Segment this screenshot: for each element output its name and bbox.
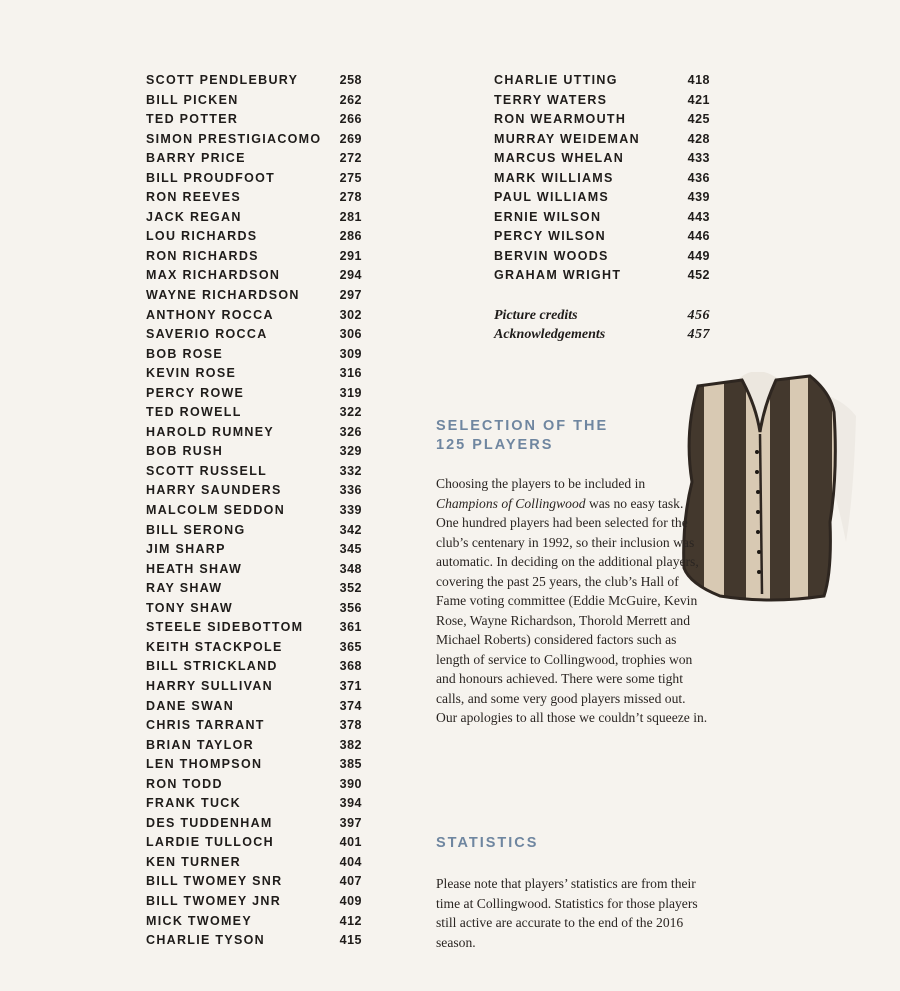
entry-page-number: 433 — [687, 151, 710, 166]
entry-page-number: 436 — [687, 170, 710, 185]
index-entry — [146, 247, 362, 267]
index-entry — [494, 325, 710, 345]
index-entry — [494, 266, 710, 286]
index-entry — [146, 286, 362, 306]
entry-name: ERNIE WILSON — [494, 209, 602, 224]
index-entry — [146, 521, 362, 541]
index-entry — [494, 169, 710, 189]
index-entry — [146, 149, 362, 169]
entry-name: TONY SHAW — [146, 600, 233, 615]
entry-page-number: 262 — [339, 92, 362, 107]
entry-page-number: 449 — [687, 248, 710, 263]
entry-name: PAUL WILLIAMS — [494, 190, 610, 205]
index-entry — [146, 501, 362, 521]
entry-page-number: 415 — [339, 933, 362, 948]
index-column-right — [494, 71, 710, 345]
index-entry — [146, 227, 362, 247]
index-entry — [146, 931, 362, 951]
entry-page-number: 278 — [339, 190, 362, 205]
entry-name: CHARLIE UTTING — [494, 73, 618, 87]
entry-name: BOB RUSH — [146, 444, 224, 459]
entry-name: GRAHAM WRIGHT — [494, 268, 622, 283]
entry-name: HARRY SAUNDERS — [146, 483, 282, 498]
selection-heading — [436, 417, 608, 455]
entry-name: STEELE SIDEBOTTOM — [146, 620, 304, 635]
index-entry — [494, 188, 710, 208]
entry-page-number: 258 — [339, 73, 362, 87]
entry-page-number: 322 — [339, 405, 362, 420]
entry-name: HAROLD RUMNEY — [146, 424, 275, 439]
entry-name: LEN THOMPSON — [146, 757, 263, 772]
entry-page-number: 457 — [687, 327, 710, 343]
entry-page-number: 361 — [339, 620, 362, 635]
entry-name: CHARLIE TYSON — [146, 933, 265, 948]
entry-name: MARCUS WHELAN — [494, 151, 625, 166]
index-entry — [146, 833, 362, 853]
index-entry — [146, 384, 362, 404]
entry-name: KEN TURNER — [146, 854, 241, 869]
index-entry — [146, 794, 362, 814]
entry-name: CHRIS TARRANT — [146, 718, 265, 733]
entry-name: HEATH SHAW — [146, 561, 243, 576]
entry-page-number: 425 — [687, 112, 710, 127]
entry-name: Picture credits — [494, 307, 578, 323]
entry-page-number: 409 — [339, 893, 362, 908]
index-entry — [146, 130, 362, 150]
entry-name: LOU RICHARDS — [146, 229, 258, 244]
entry-name: SIMON PRESTIGIACOMO — [146, 131, 322, 146]
index-entry — [146, 736, 362, 756]
entry-page-number: 266 — [339, 112, 362, 127]
entry-name: KEITH STACKPOLE — [146, 639, 283, 654]
entry-page-number: 428 — [687, 131, 710, 146]
index-entry — [146, 579, 362, 599]
entry-name: RON TODD — [146, 776, 223, 791]
entry-name: RON REEVES — [146, 190, 241, 205]
index-entry — [494, 208, 710, 228]
entry-name: SCOTT PENDLEBURY — [146, 73, 299, 87]
index-entry — [146, 775, 362, 795]
entry-name: BILL PROUDFOOT — [146, 170, 276, 185]
index-entry — [146, 462, 362, 482]
entry-page-number: 356 — [339, 600, 362, 615]
entry-page-number: 275 — [339, 170, 362, 185]
entry-name: RON WEARMOUTH — [494, 112, 627, 127]
entry-page-number: 439 — [687, 190, 710, 205]
entry-page-number: 306 — [339, 327, 362, 342]
entry-page-number: 286 — [339, 229, 362, 244]
index-entry — [146, 266, 362, 286]
entry-page-number: 407 — [339, 874, 362, 889]
index-entry — [494, 227, 710, 247]
index-entry — [146, 755, 362, 775]
entry-name: DANE SWAN — [146, 698, 235, 713]
index-entry — [494, 149, 710, 169]
index-entry — [146, 853, 362, 873]
index-entry — [146, 91, 362, 111]
entry-page-number: 294 — [339, 268, 362, 283]
entry-page-number: 329 — [339, 444, 362, 459]
entry-name: FRANK TUCK — [146, 796, 241, 811]
entry-page-number: 339 — [339, 503, 362, 518]
entry-page-number: 291 — [339, 248, 362, 263]
entry-name: MALCOLM SEDDON — [146, 503, 286, 518]
index-entry — [146, 345, 362, 365]
entry-name: HARRY SULLIVAN — [146, 678, 274, 693]
entry-name: BILL SERONG — [146, 522, 246, 537]
entry-name: BILL TWOMEY SNR — [146, 874, 283, 889]
index-entry — [146, 188, 362, 208]
entry-page-number: 452 — [687, 268, 710, 283]
entry-name: TED POTTER — [146, 112, 239, 127]
entry-page-number: 443 — [687, 209, 710, 224]
statistics-paragraph: Please note that players’ statistics are from their time at Collingwood. Statistics for those players still active are accurate to the end of the 2016 season. — [436, 876, 698, 950]
index-entry — [146, 442, 362, 462]
entry-page-number: 374 — [339, 698, 362, 713]
entry-page-number: 348 — [339, 561, 362, 576]
entry-page-number: 412 — [339, 913, 362, 928]
index-entry — [494, 91, 710, 111]
entry-page-number: 365 — [339, 639, 362, 654]
entry-name: BARRY PRICE — [146, 151, 246, 166]
entry-page-number: 302 — [339, 307, 362, 322]
entry-page-number: 378 — [339, 718, 362, 733]
entry-page-number: 316 — [339, 366, 362, 381]
entry-page-number: 401 — [339, 835, 362, 850]
index-entry — [146, 716, 362, 736]
selection-heading-line2: 125 PLAYERS — [436, 437, 554, 453]
entry-name: MICK TWOMEY — [146, 913, 252, 928]
entry-page-number: 336 — [339, 483, 362, 498]
entry-name: RAY SHAW — [146, 581, 223, 596]
entry-page-number: 446 — [687, 229, 710, 244]
index-column-left — [146, 71, 362, 951]
selection-text-rest: was no easy task. One hundred players had been selected for the club’s centenary in 1992, so their inclusion was automatic. In deciding on the additional players, covering the past 25 years, the club’s Hall of Fame voting committee (Eddie McGuire, Kevin Rose, Wayne Richardson, Thorold Merrett and Michael Roberts) considered factors such as length of service to Collingwood, trophies won and honours achieved. There were some tight calls, and some very good players missed out. Our apologies to all those we couldn’t squeeze in. — [436, 495, 708, 725]
index-entry — [146, 638, 362, 658]
index-entry — [146, 892, 362, 912]
index-entry — [146, 208, 362, 228]
index-entry — [494, 71, 710, 91]
index-entry — [146, 657, 362, 677]
statistics-heading: STATISTICS — [436, 835, 539, 851]
index-entry — [146, 364, 362, 384]
entry-name: MAX RICHARDSON — [146, 268, 281, 283]
entry-name: JIM SHARP — [146, 542, 226, 557]
entry-name: LARDIE TULLOCH — [146, 835, 274, 850]
entry-name: SCOTT RUSSELL — [146, 463, 268, 478]
entry-page-number: 385 — [339, 757, 362, 772]
entry-page-number: 352 — [339, 581, 362, 596]
entry-name: JACK REGAN — [146, 209, 242, 224]
entry-page-number: 371 — [339, 678, 362, 693]
book-title: Champions of Collingwood — [436, 495, 586, 511]
entry-page-number: 394 — [339, 796, 362, 811]
index-entry — [146, 560, 362, 580]
entry-page-number: 421 — [687, 92, 710, 107]
entry-page-number: 345 — [339, 542, 362, 557]
index-entry — [146, 306, 362, 326]
entry-name: SAVERIO ROCCA — [146, 327, 268, 342]
index-entry — [494, 306, 710, 326]
entry-page-number: 418 — [687, 73, 710, 87]
entry-page-number: 319 — [339, 385, 362, 400]
entry-name: BILL STRICKLAND — [146, 659, 278, 674]
entry-page-number: 309 — [339, 346, 362, 361]
index-entry — [146, 403, 362, 423]
entry-page-number: 368 — [339, 659, 362, 674]
index-entry — [494, 130, 710, 150]
entry-name: ANTHONY ROCCA — [146, 307, 274, 322]
entry-page-number: 297 — [339, 288, 362, 303]
selection-paragraph — [436, 474, 708, 728]
entry-page-number: 404 — [339, 854, 362, 869]
entry-name: TERRY WATERS — [494, 92, 608, 107]
entry-name: Acknowledgements — [494, 327, 606, 343]
index-entry — [146, 110, 362, 130]
index-entry — [146, 423, 362, 443]
entry-name: BRIAN TAYLOR — [146, 737, 254, 752]
selection-text-start: Choosing the players to be included in — [436, 476, 646, 491]
entry-page-number: 342 — [339, 522, 362, 537]
entry-page-number: 272 — [339, 151, 362, 166]
index-entry — [146, 481, 362, 501]
entry-name: DES TUDDENHAM — [146, 815, 273, 830]
index-entry — [146, 677, 362, 697]
index-entry — [146, 599, 362, 619]
entry-page-number: 390 — [339, 776, 362, 791]
entry-name: MURRAY WEIDEMAN — [494, 131, 640, 146]
index-entry — [494, 247, 710, 267]
entry-name: BERVIN WOODS — [494, 248, 609, 263]
index-entry — [146, 618, 362, 638]
entry-page-number: 326 — [339, 424, 362, 439]
entry-name: RON RICHARDS — [146, 248, 259, 263]
entry-name: PERCY WILSON — [494, 229, 606, 244]
entry-name: WAYNE RICHARDSON — [146, 288, 300, 303]
entry-name: BILL TWOMEY JNR — [146, 893, 282, 908]
entry-name: TED ROWELL — [146, 405, 242, 420]
entry-page-number: 332 — [339, 463, 362, 478]
index-entry — [146, 540, 362, 560]
index-entry — [146, 912, 362, 932]
entry-page-number: 397 — [339, 815, 362, 830]
entry-name: BILL PICKEN — [146, 92, 239, 107]
entry-name: PERCY ROWE — [146, 385, 245, 400]
index-entry — [146, 169, 362, 189]
index-entry — [146, 872, 362, 892]
entry-name: BOB ROSE — [146, 346, 224, 361]
entry-name: KEVIN ROSE — [146, 366, 237, 381]
index-entry — [494, 110, 710, 130]
entry-page-number: 281 — [339, 209, 362, 224]
entry-name: MARK WILLIAMS — [494, 170, 614, 185]
index-entry — [146, 71, 362, 91]
selection-heading-line1: SELECTION OF THE — [436, 418, 609, 434]
index-entry — [146, 814, 362, 834]
index-entry — [146, 697, 362, 717]
entry-page-number: 382 — [339, 737, 362, 752]
entry-page-number: 456 — [687, 307, 710, 323]
index-entry — [146, 325, 362, 345]
entry-page-number: 269 — [339, 131, 362, 146]
